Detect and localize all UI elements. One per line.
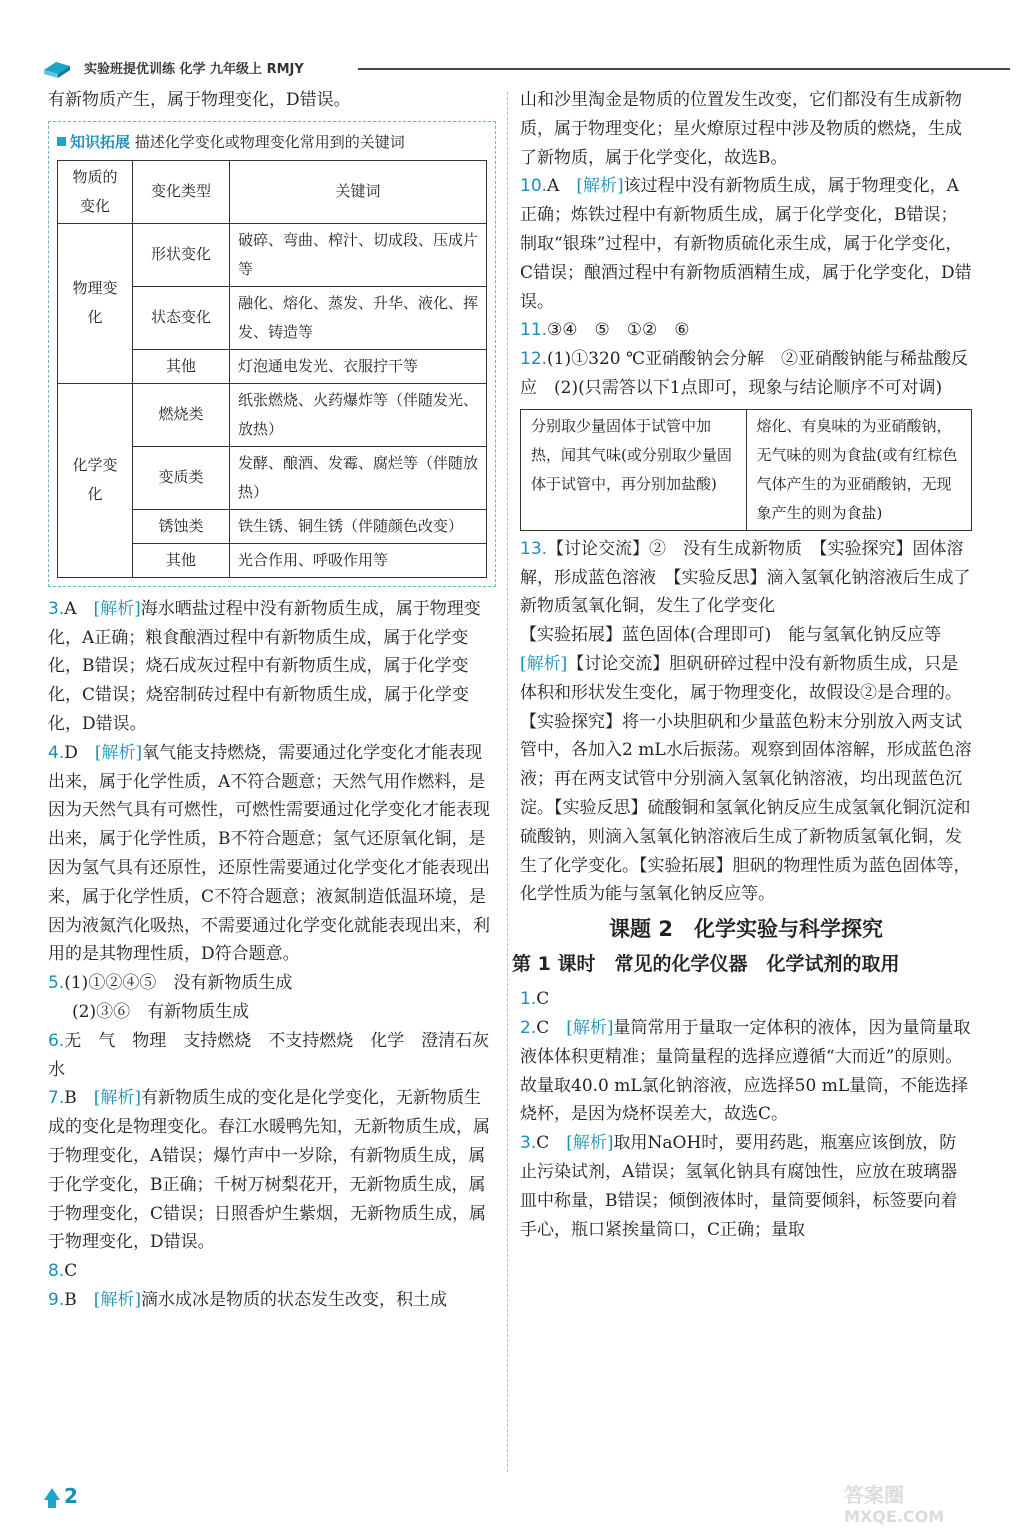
right-column: [512, 86, 972, 1244]
item-text: 【讨论交流】② 没有生成新物质 【实验探究】固体溶解，形成蓝色溶液 【实验反思】滴入氢氧化钠溶液后生成了新物质氢氧化铜，发生了化学变化: [520, 538, 971, 617]
item-answer: D: [64, 742, 78, 763]
type-cell: 其他: [133, 543, 230, 577]
item-text: 无 气 物理 支持燃烧 不支持燃烧 化学 澄清石灰水: [48, 1030, 490, 1080]
watermark-url: MXQE.COM: [844, 1507, 945, 1526]
method-cell: 分别取少量固体于试管中加热，闻其气味(或分别取少量固体于试管中，再分别加盐酸): [521, 409, 747, 530]
table-header: 关键词: [230, 160, 487, 223]
type-cell: 状态变化: [133, 286, 230, 349]
watermark: [840, 1478, 980, 1528]
item-text: 滴水成冰是物质的状态发生改变，积土成: [141, 1289, 447, 1310]
answer-item: [48, 1084, 496, 1257]
answer-item: [48, 595, 496, 739]
item-text: (1)①320 ℃亚硝酸钠会分解 ②亚硝酸钠能与稀盐酸反应 (2)(只需答以下1点即可，现象与结论顺序不可对调): [520, 349, 968, 398]
item-number: 13.: [520, 538, 548, 559]
keyword-cell: 发酵、酿酒、发霉、腐烂等（伴随放热）: [230, 446, 487, 509]
item-number: 7.: [48, 1088, 65, 1109]
page-header: [40, 52, 968, 82]
table-header: 物质的变化: [58, 160, 133, 223]
type-cell: 锈蚀类: [133, 509, 230, 543]
answer-table: [520, 409, 972, 531]
type-cell: 变质类: [133, 446, 230, 509]
item-text: 该过程中没有新物质生成，属于物理变化，A正确；炼铁过程中有新物质生成，属于化学变化，B错误；制取“银珠”过程中，有新物质硫化汞生成，属于化学变化，C错误；酿酒过程中有新物质酒精生成，属于化学变化，D错误。: [520, 176, 972, 312]
item-number: 9.: [48, 1289, 65, 1310]
item-number: 11.: [520, 320, 548, 341]
analysis-tag: [解析]: [93, 1289, 141, 1310]
keyword-cell: 纸张燃烧、火药爆炸等（伴随发光、放热）: [230, 383, 487, 446]
item-text: 取用NaOH时，要用药匙，瓶塞应该倒放，防止污染试剂，A错误；氢氧化钠具有腐蚀性，应放在玻璃器皿中称量，B错误；倾倒液体时，量筒要倾斜，标签要向着手心，瓶口紧挨量筒口，C正确；量取: [520, 1133, 958, 1240]
analysis-tag: [解析]: [93, 1088, 141, 1109]
answer-item: [520, 535, 972, 621]
answer-item-line: 【实验拓展】蓝色固体(合理即可) 能与氢氧化钠反应等: [520, 625, 942, 646]
keyword-cell: 破碎、弯曲、榨汁、切成段、压成片等: [230, 223, 487, 286]
item-answer: C: [64, 1261, 78, 1282]
table-row: [521, 409, 972, 530]
column-divider: [507, 92, 508, 1472]
item-text: 氧气能支持燃烧，需要通过化学变化才能表现出来，属于化学性质，A不符合题意；天然气用作燃料，是因为天然气具有可燃性，可燃性需要通过化学变化才能表现出来，属于化学性质，B不符合题意；氢气还原氧化铜，是因为氢气具有还原性，还原性需要通过化学变化才能表现出来，属于化学性质，C不符合题意；液氮制造低温环境，是因为液氮汽化吸热，不需要通过化学变化就能表现出来，利用的是其物理性质，D符合题意。: [48, 742, 490, 965]
q9-continuation: 山和沙里淘金是物质的位置发生改变，它们都没有生成新物质，属于物理变化；星火燎原过程中涉及物质的燃烧，生成了新物质，属于化学变化，故选B。: [520, 90, 962, 168]
item-text: (1)①②④⑤ 没有新物质生成: [64, 973, 293, 994]
item-answer: C: [536, 1017, 550, 1038]
table-row: [58, 223, 487, 286]
answer-item: [520, 985, 972, 1014]
book-logo-icon: [42, 58, 72, 78]
section-title: 课题 2 化学实验与科学探究: [609, 917, 883, 942]
analysis-tag: [解析]: [94, 742, 143, 763]
item-text: 有新物质生成的变化是化学变化，无新物质生成的变化是物理变化。春江水暖鸭先知，无新物质生成，属于物理变化，A错误；爆竹声中一岁除，有新物质生成，属于化学变化，B正确；千树万树梨花开，无新物质生成，属于物理变化，C错误；日照香炉生紫烟，无新物质生成，属于物理变化，D错误。: [48, 1088, 490, 1253]
type-cell: 燃烧类: [133, 383, 230, 446]
answer-item: [520, 1014, 972, 1129]
arrow-stem: [48, 1499, 56, 1508]
category-cell: 化学变化: [58, 383, 133, 577]
category-cell: 物理变化: [58, 223, 133, 383]
answer-item: [520, 1129, 972, 1244]
item-text: 【讨论交流】胆矾研碎过程中没有新物质生成，只是体积和形状发生变化，属于物理变化，故假设②是合理的。【实验探究】将一小块胆矾和少量蓝色粉末分别放入两支试管中，各加入2 mL水后振荡。观察到固体溶解，形成蓝色溶液；再在两支试管中分别滴入氢氧化钠溶液，均出现蓝色沉淀。【实验反思】硫酸铜和氢氧化钠反应生成氢氧化铜沉淀和硫酸钠，则滴入氢氧化钠溶液后生成了新物质氢氧化铜，发生了化学变化。【实验拓展】胆矾的物理性质为蓝色固体等，化学性质为能与氢氧化钠反应等。: [520, 653, 972, 905]
watermark-text: 答案圈: [844, 1483, 904, 1507]
item-number: 5.: [48, 973, 65, 994]
item-number: 10.: [520, 176, 548, 197]
answer-item: [520, 345, 972, 403]
answer-item: [520, 172, 972, 316]
answer-item: [48, 1257, 496, 1286]
item-number: 2.: [520, 1017, 537, 1038]
item-number: 8.: [48, 1261, 65, 1282]
keyword-cell: 融化、熔化、蒸发、升华、液化、挥发、铸造等: [230, 286, 487, 349]
left-column: [48, 86, 496, 1315]
item-answer: C: [536, 1133, 550, 1154]
item-answer: C: [536, 989, 550, 1010]
q2-continuation: 有新物质产生，属于物理变化，D错误。: [48, 90, 351, 110]
item-text: 海水晒盐过程中没有新物质生成，属于物理变化，A正确；粮食酿酒过程中有新物质生成，属于化学变化，B错误；烧石成灰过程中有新物质生成，属于化学变化，C错误；烧窑制砖过程中有新物质生成，属于化学变化，D错误。: [48, 598, 481, 734]
item-text: ③④ ⑤ ①② ⑥: [547, 320, 690, 341]
analysis-tag: [解析]: [576, 176, 624, 197]
item-answer: B: [64, 1289, 77, 1310]
answer-item: [48, 1286, 496, 1315]
book-title: 实验班提优训练 化学 九年级上 RMJY: [84, 62, 304, 77]
header-rule: [358, 68, 1010, 70]
page-number-text: 2: [64, 1484, 78, 1508]
item-answer: A: [547, 176, 560, 197]
keyword-cell: 灯泡通电发光、衣服拧干等: [230, 349, 487, 383]
conclusion-cell: 熔化、有臭味的为亚硝酸钠，无气味的则为食盐(或有红棕色气体产生的为亚硝酸钠，无现象产生的则为食盐): [746, 409, 972, 530]
lesson-title: 第 1 课时 常见的化学仪器 化学试剂的取用: [512, 953, 900, 976]
item-answer: B: [64, 1088, 77, 1109]
type-cell: 形状变化: [133, 223, 230, 286]
keyword-table: [57, 160, 487, 578]
analysis-tag: [解析]: [520, 653, 568, 674]
answer-item: [48, 739, 496, 969]
analysis-paragraph: [520, 650, 972, 909]
type-cell: 其他: [133, 349, 230, 383]
item-number: 4.: [48, 742, 65, 763]
analysis-tag: [解析]: [566, 1017, 614, 1038]
knowledge-box: [48, 121, 496, 587]
knowledge-badge: 知识拓展: [57, 128, 130, 156]
analysis-tag: [解析]: [566, 1133, 614, 1154]
item-answer: A: [64, 598, 77, 619]
answer-item-line: (2)③⑥ 有新物质生成: [72, 1001, 250, 1022]
analysis-tag: [解析]: [93, 598, 141, 619]
keyword-cell: 铁生锈、铜生锈（伴随颜色改变）: [230, 509, 487, 543]
table-row: [58, 383, 487, 446]
answer-item: [520, 316, 972, 345]
keyword-cell: 光合作用、呼吸作用等: [230, 543, 487, 577]
page-number: [44, 1484, 84, 1516]
answer-item: [48, 1027, 496, 1085]
item-number: 12.: [520, 349, 548, 370]
answer-item: [48, 969, 496, 998]
item-number: 3.: [48, 598, 65, 619]
knowledge-text: 描述化学变化或物理变化常用到的关键词: [134, 132, 405, 151]
item-number: 1.: [520, 989, 537, 1010]
item-text: 量筒常用于量取一定体积的液体，因为量筒量取液体体积更精准；量筒量程的选择应遵循“大而近”的原则。故量取40.0 mL氯化钠溶液，应选择50 mL量筒，不能选择烧杯，是因为烧杯误差大，故选C。: [520, 1017, 971, 1125]
item-number: 6.: [48, 1030, 65, 1051]
item-number: 3.: [520, 1133, 537, 1154]
table-header-row: [58, 160, 487, 223]
square-icon: [57, 137, 66, 146]
table-header: 变化类型: [133, 160, 230, 223]
